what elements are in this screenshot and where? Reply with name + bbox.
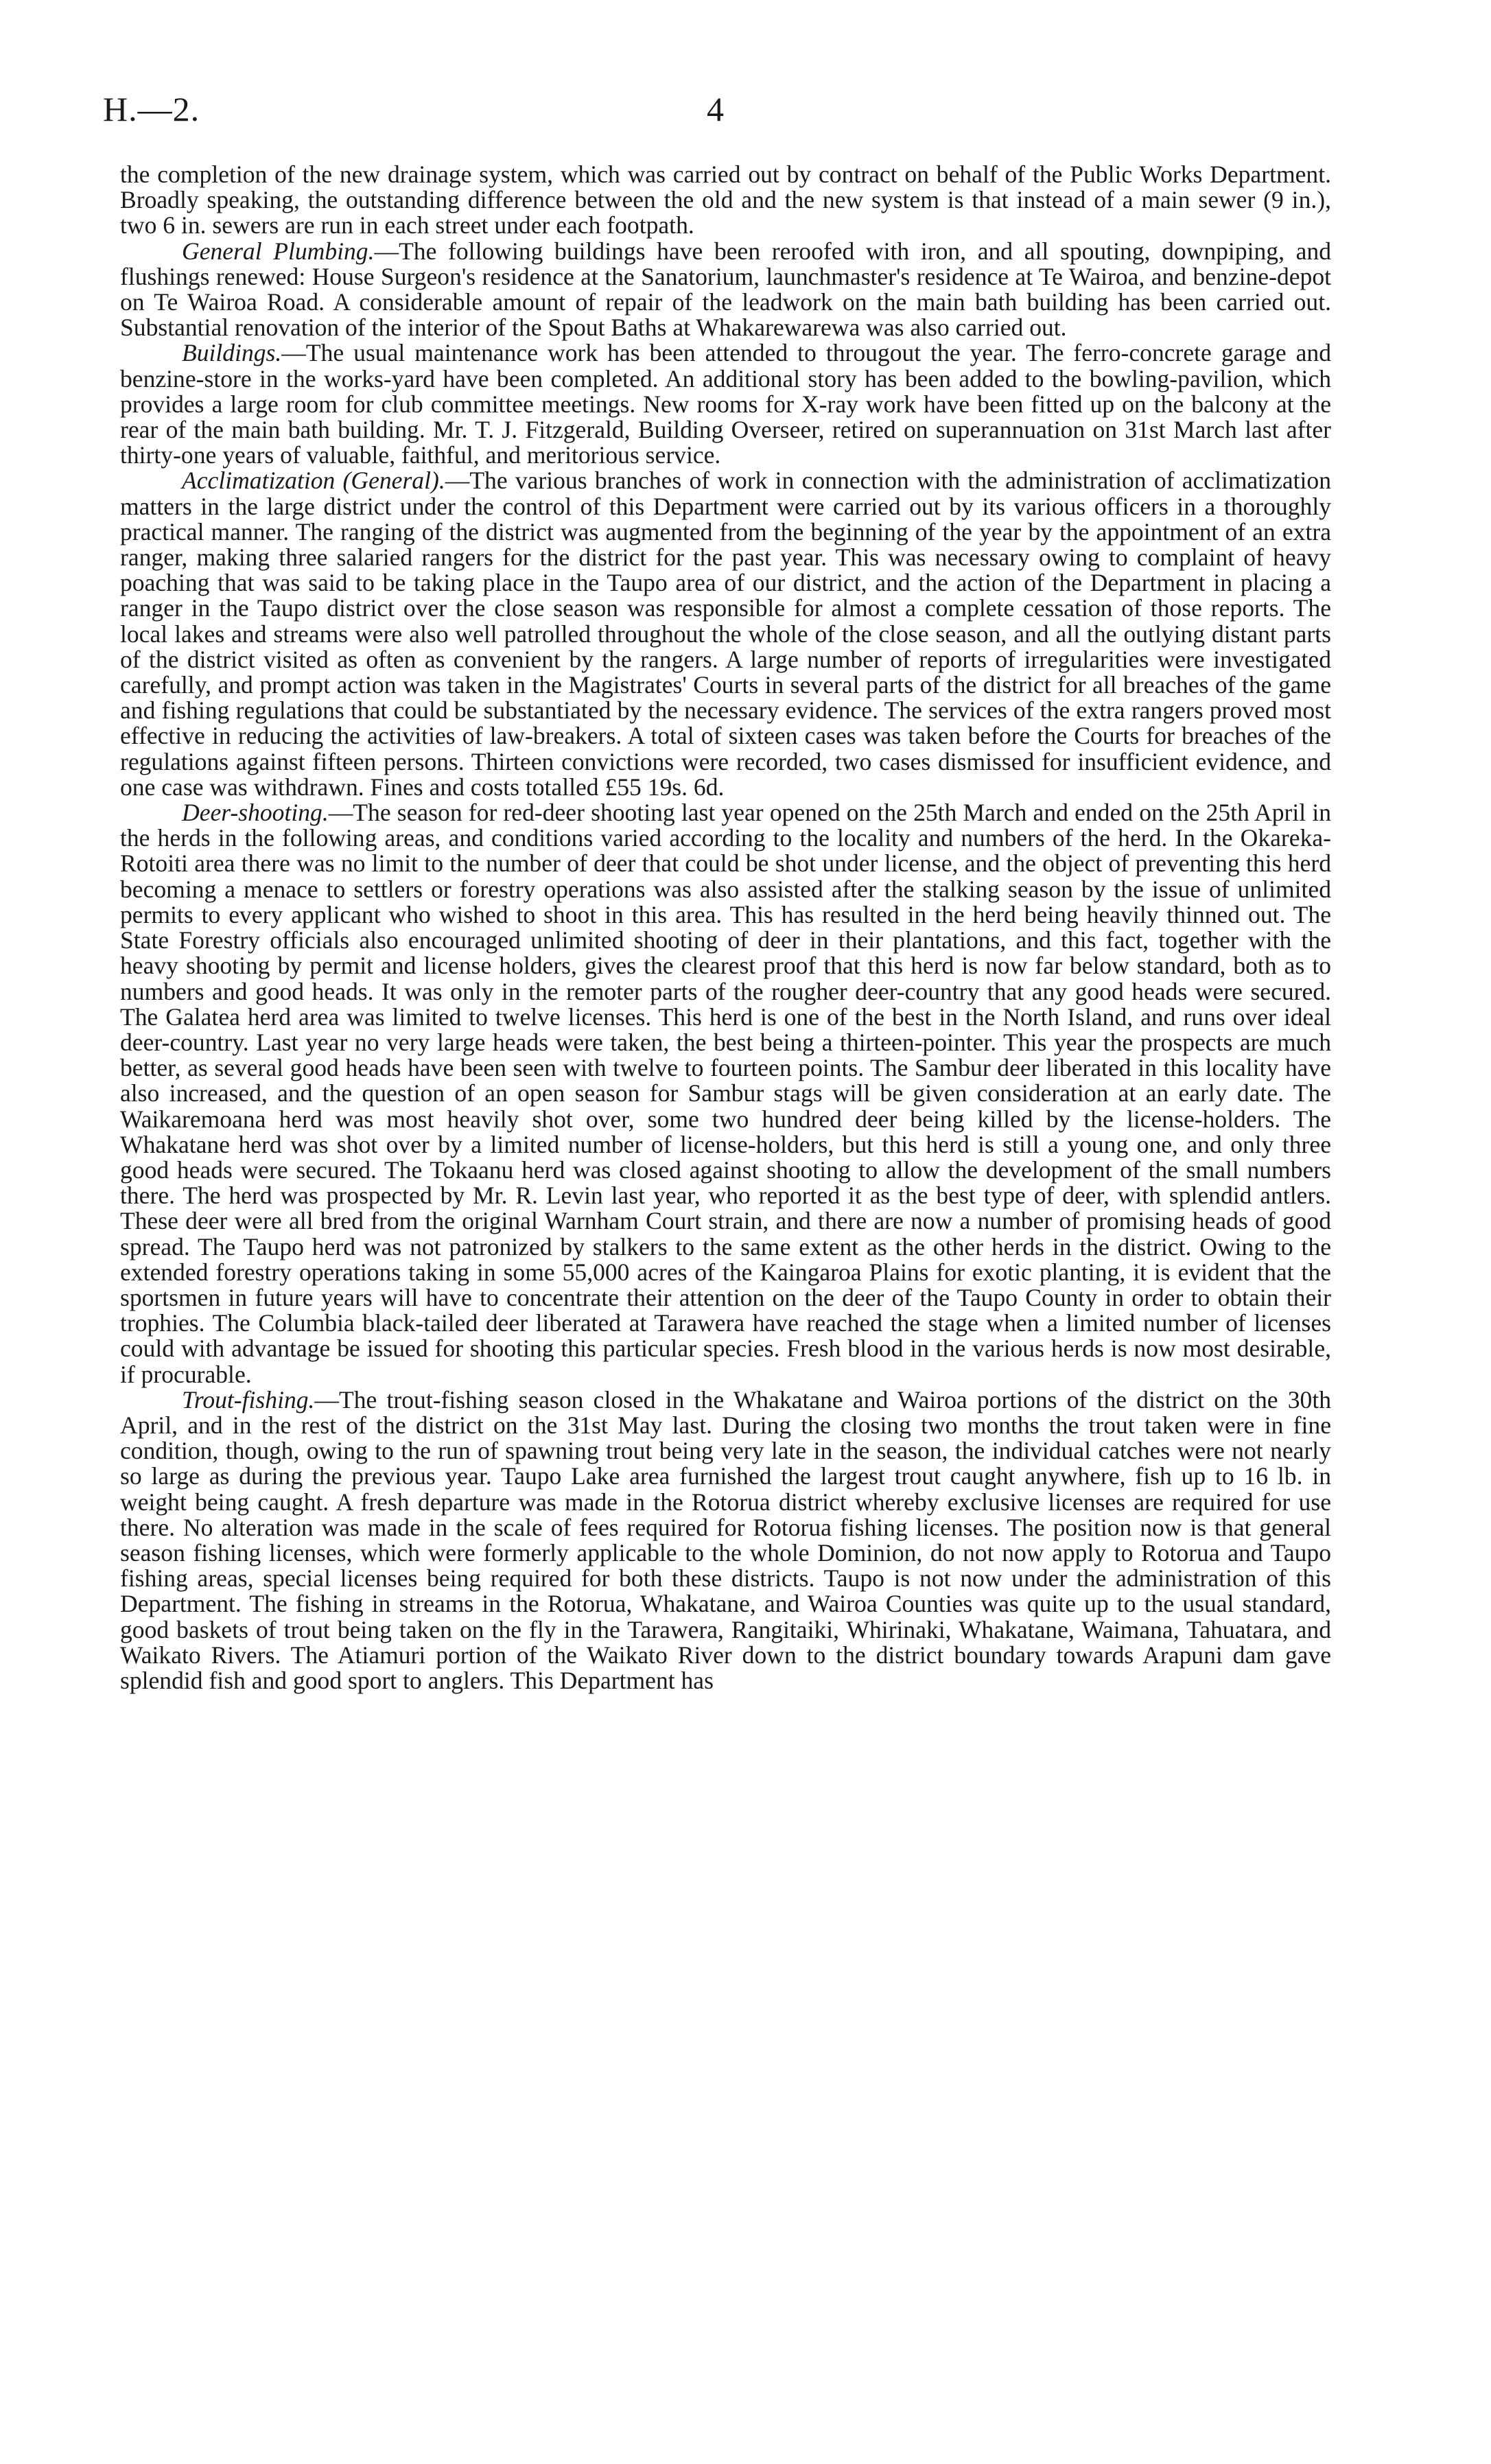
paragraph-general-plumbing bbox=[120, 239, 1331, 341]
section-heading: Buildings. bbox=[182, 339, 282, 367]
paragraph-drainage bbox=[120, 162, 1331, 239]
paragraph-trout-fishing bbox=[120, 1387, 1331, 1693]
section-heading: Acclimatization (General). bbox=[182, 467, 445, 495]
page-number: 4 bbox=[707, 90, 724, 128]
paragraph-deer-shooting bbox=[120, 800, 1331, 1387]
paragraph-buildings bbox=[120, 340, 1331, 468]
paragraph-text: —The various branches of work in connection with the administration of acclimatization matters in the large district under the control of this Department were carried out by its various officers in a thoroughly practical manner. The ranging of the district was augmented from the beginning of the year by the appointment of an extra ranger, making three salaried rangers for the district for the past year. This was necessary owing to complaint of heavy poaching that was said to be taking place in the Taupo area of our district, and the action of the Department in placing a ranger in the Taupo district over the close season was responsible for almost a complete cessation of those reports. The local lakes and streams were also well patrolled throughout the whole of the close season, and all the outlying distant parts of the district visited as often as convenient by the rangers. A large number of reports of irregularities were investigated carefully, and prompt action was taken in the Magistrates' Courts in several parts of the district for all breaches of the game and fishing regulations that could be substantiated by the necessary evidence. The services of the extra rangers proved most effective in reducing the activities of law-breakers. A total of sixteen cases was taken before the Courts for breaches of the regulations against fifteen persons. Thirteen convictions were recorded, two cases dismissed for insufficient evidence, and one case was withdrawn. Fines and costs totalled £55 19s. 6d. bbox=[120, 467, 1331, 801]
paragraph-text: —The trout-fishing season closed in the Whakatane and Wairoa portions of the district on the 30th April, and in the rest of the district on the 31st May last. During the closing two months the trout taken were in fine condition, though, owing to the run of spawning trout being very late in the season, the individual catches were not nearly so large as during the previous year. Taupo Lake area furnished the largest trout caught anywhere, fish up to 16 lb. in weight being caught. A fresh departure was made in the Rotorua district whereby exclusive licenses are required for use there. No alteration was made in the scale of fees required for Rotorua fishing licenses. The position now is that general season fishing licenses, which were formerly applicable to the whole Dominion, do not now apply to Rotorua and Taupo fishing areas, special licenses being required for both these districts. Taupo is not now under the administration of this Department. The fishing in streams in the Rotorua, Whakatane, and Wairoa Counties was quite up to the usual standard, good baskets of trout being taken on the fly in the Tarawera, Rangitaiki, Whirinaki, Whakatane, Waimana, Tahuatara, and Waikato Rivers. The Atiamuri portion of the Waikato River down to the district boundary towards Arapuni dam gave splendid fish and good sport to anglers. This Department has bbox=[120, 1385, 1331, 1694]
paragraph-text: —The following buildings have been reroofed with iron, and all spouting, downpiping, and flushings renewed: House Surgeon's residence at the Sanatorium, launchmaster's residence at Te Wairoa, and benzine-depot on Te Wairoa Road. A considerable amount of repair of the leadwork on the main bath building has been carried out. Substantial renovation of the interior of the Spout Baths at Whakarewarewa was also carried out. bbox=[120, 237, 1331, 342]
body-text bbox=[120, 162, 1331, 1693]
paragraph-text: the completion of the new drainage system, which was carried out by contract on behalf of the Public Works Department. Broadly speaking, the outstanding difference between the old and the new system is that instead of a main sewer (9 in.), two 6 in. sewers are run in each street under each footpath. bbox=[120, 161, 1331, 239]
paragraph-text: —The usual maintenance work has been attended to througout the year. The ferro-concrete garage and benzine-store in the works-yard have been completed. An additional story has been added to the bowling-pavilion, which provides a large room for club committee meetings. New rooms for X-ray work have been fitted up on the balcony at the rear of the main bath building. Mr. T. J. Fitzgerald, Building Overseer, retired on superannuation on 31st March last after thirty-one years of valuable, faithful, and meritorious service. bbox=[120, 339, 1331, 469]
paragraph-text: —The season for red-deer shooting last year opened on the 25th March and ended on the 25th April in the herds in the following areas, and conditions varied according to the locality and numbers of the herd. In the Okareka-Rotoiti area there was no limit to the number of deer that could be shot under license, and the object of preventing this herd becoming a menace to settlers or forestry operations was also assisted after the stalking season by the issue of unlimited permits to every applicant who wished to shoot in this area. This has resulted in the herd being heavily thinned out. The State Forestry officials also encouraged unlimited shooting of deer in their plantations, and this fact, together with the heavy shooting by permit and license holders, gives the clearest proof that this herd is now far below standard, both as to numbers and good heads. It was only in the remoter parts of the rougher deer-country that any good heads were secured. The Galatea herd area was limited to twelve licenses. This herd is one of the best in the North Island, and runs over ideal deer-country. Last year no very large heads were taken, the best being a thirteen-pointer. This year the prospects are much better, as several good heads have been seen with twelve to fourteen points. The Sambur deer liberated in this locality have also increased, and the question of an open season for Sambur stags will be given consideration at an early date. The Waikaremoana herd was most heavily shot over, some two hundred deer being killed by the license-holders. The Whakatane herd was shot over by a limited number of license-holders, but this herd is still a young one, and only three good heads were secured. The Tokaanu herd was closed against shooting to allow the development of the small numbers there. The herd was prospected by Mr. R. Levin last year, who reported it as the best type of deer, with splendid antlers. These deer were all bred from the original Warnham Court strain, and there are now a number of promising heads of good spread. The Taupo herd was not patronized by stalkers to the same extent as the other herds in the district. Owing to the extended forestry operations taking in some 55,000 acres of the Kaingaroa Plains for exotic planting, it is evident that the sportsmen in future years will have to concentrate their attention on the deer of the Taupo County in order to obtain their trophies. The Columbia black-tailed deer liberated at Tarawera have reached the stage when a limited number of licenses could with advantage be issued for shooting this particular species. Fresh blood in the various herds is now most desirable, if procurable. bbox=[120, 799, 1331, 1388]
document-reference: H.—2. bbox=[103, 90, 200, 128]
section-heading: Deer-shooting. bbox=[182, 799, 329, 827]
section-heading: Trout-fishing. bbox=[182, 1385, 315, 1413]
paragraph-acclimatization bbox=[120, 468, 1331, 800]
section-heading: General Plumbing. bbox=[182, 237, 375, 265]
page-header bbox=[103, 89, 1331, 144]
